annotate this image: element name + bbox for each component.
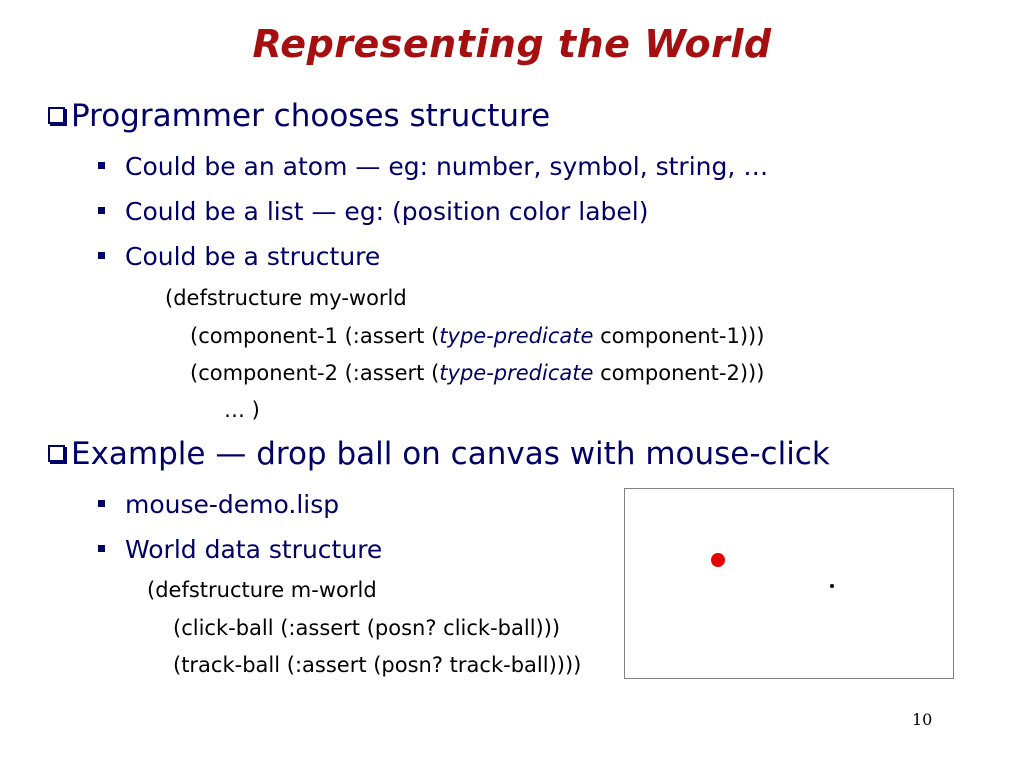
demo-canvas-drawing: [625, 489, 953, 678]
code-my-world-line4: … ): [224, 398, 260, 422]
code-my-world-line3: [190, 361, 764, 385]
code-m-world-line3: (track-ball (:assert (posn? track-ball)))): [173, 653, 582, 677]
bullet-text: Programmer chooses structure: [71, 98, 551, 134]
sub-bullet-structure: [98, 242, 380, 271]
sub-bullet-text: mouse-demo.lisp: [125, 490, 340, 519]
sub-bullet-text: Could be a structure: [125, 242, 381, 271]
sub-bullet-text: World data structure: [125, 535, 383, 564]
square-bullet-icon: [98, 252, 105, 259]
square-bullet-icon: [98, 207, 105, 214]
page-number: 10: [912, 710, 933, 729]
code-my-world-line1: (defstructure my-world: [165, 286, 407, 310]
ball-icon: [711, 553, 725, 567]
square-bullet-icon: [98, 500, 105, 507]
bullet-programmer-chooses: [48, 98, 550, 134]
sub-bullet-mouse-demo: [98, 490, 339, 519]
code-italic-text: type-predicate: [439, 324, 594, 348]
bullet-example: [48, 436, 830, 472]
sub-bullet-world-data: [98, 535, 382, 564]
sub-bullet-list: [98, 197, 649, 226]
code-m-world-line1: (defstructure m-world: [147, 578, 377, 602]
bullet-text: Example — drop ball on canvas with mouse-click: [71, 436, 830, 472]
sub-bullet-text: Could be an atom — eg: number, symbol, string, …: [125, 152, 769, 181]
square-bullet-icon: [98, 545, 105, 552]
code-text: (component-1 (:assert (: [190, 324, 440, 348]
square-bullet-icon: [98, 162, 105, 169]
checkbox-bullet-icon: [48, 107, 65, 124]
code-text: component-1))): [593, 324, 765, 348]
code-m-world-line2: (click-ball (:assert (posn? click-ball))): [173, 616, 561, 640]
slide-title: Representing the World: [252, 22, 772, 66]
sub-bullet-atom: [98, 152, 768, 181]
track-point-icon: [830, 584, 834, 588]
code-text: (component-2 (:assert (: [190, 361, 440, 385]
demo-canvas: [624, 488, 954, 679]
code-my-world-line2: [190, 324, 764, 348]
checkbox-bullet-icon: [48, 445, 65, 462]
sub-bullet-text: Could be a list — eg: (position color label): [125, 197, 649, 226]
code-text: component-2))): [593, 361, 765, 385]
code-italic-text: type-predicate: [439, 361, 594, 385]
